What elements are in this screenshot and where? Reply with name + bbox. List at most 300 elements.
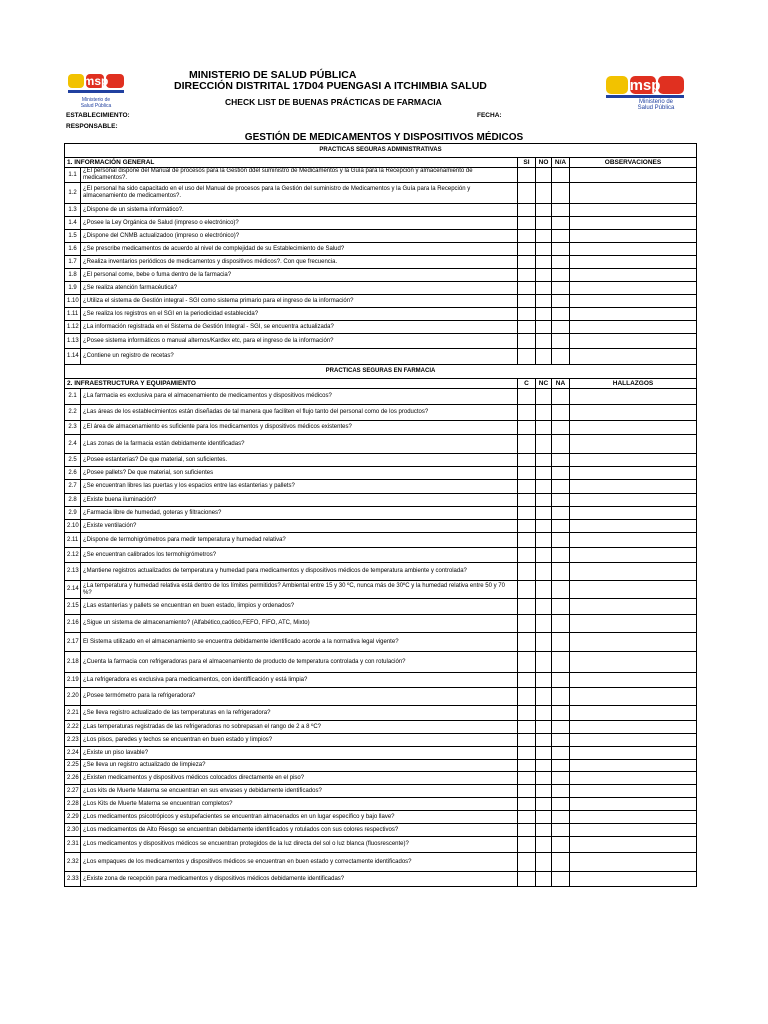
section-heading: PRACTICAS SEGURAS ADMINISTRATIVAS bbox=[65, 144, 697, 158]
answer-cell-a[interactable] bbox=[518, 760, 536, 772]
checklist-row bbox=[65, 435, 697, 454]
item-number: 2.4 bbox=[65, 435, 81, 454]
notes-cell[interactable] bbox=[570, 467, 697, 480]
item-number: 2.33 bbox=[65, 872, 81, 887]
notes-cell[interactable] bbox=[570, 688, 697, 706]
svg-text:msp: msp bbox=[629, 77, 661, 94]
section-heading-row bbox=[65, 365, 697, 379]
answer-cell-c[interactable] bbox=[552, 872, 570, 887]
notes-cell[interactable] bbox=[570, 615, 697, 633]
answer-cell-a[interactable] bbox=[518, 435, 536, 454]
answer-cell-a[interactable] bbox=[518, 405, 536, 421]
checklist-row bbox=[65, 421, 697, 435]
notes-cell[interactable] bbox=[570, 282, 697, 295]
item-question: ¿Existe ventilación? bbox=[81, 520, 518, 533]
answer-cell-a[interactable] bbox=[518, 652, 536, 673]
notes-cell[interactable] bbox=[570, 349, 697, 365]
answer-cell-b[interactable] bbox=[536, 507, 552, 520]
answer-cell-c[interactable] bbox=[552, 772, 570, 785]
item-number: 2.19 bbox=[65, 673, 81, 688]
checklist-row bbox=[65, 747, 697, 760]
answer-cell-a[interactable] bbox=[518, 454, 536, 467]
item-question: ¿Las áreas de los establecimientos están diseñadas de tal manera que faciliten el flujo tanto del personal como de los productos? bbox=[81, 405, 518, 421]
checklist-row bbox=[65, 837, 697, 853]
checklist-table bbox=[64, 143, 697, 887]
answer-cell-c[interactable] bbox=[552, 389, 570, 405]
answer-cell-b[interactable] bbox=[536, 334, 552, 349]
answer-cell-c[interactable] bbox=[552, 494, 570, 507]
item-question: ¿Se encuentran calibrados los termohigrómetros? bbox=[81, 548, 518, 563]
answer-cell-b[interactable] bbox=[536, 282, 552, 295]
fecha-label: FECHA: bbox=[477, 112, 502, 119]
checklist-row bbox=[65, 785, 697, 798]
answer-cell-b[interactable] bbox=[536, 721, 552, 734]
item-question: ¿Se lleva registro actualizado de las temperaturas en la refrigeradora? bbox=[81, 706, 518, 721]
answer-cell-c[interactable] bbox=[552, 760, 570, 772]
answer-cell-a[interactable] bbox=[518, 256, 536, 269]
checklist-row bbox=[65, 168, 697, 183]
answer-cell-b[interactable] bbox=[536, 798, 552, 811]
answer-cell-b[interactable] bbox=[536, 853, 552, 872]
notes-cell[interactable] bbox=[570, 652, 697, 673]
answer-cell-b[interactable] bbox=[536, 652, 552, 673]
answer-cell-b[interactable] bbox=[536, 421, 552, 435]
column-header-col-obs: HALLAZGOS bbox=[570, 379, 697, 389]
answer-cell-c[interactable] bbox=[552, 615, 570, 633]
item-question: ¿La farmacia es exclusiva para el almacenamiento de medicamentos y dispositivos médicos? bbox=[81, 389, 518, 405]
item-number: 2.29 bbox=[65, 811, 81, 824]
answer-cell-b[interactable] bbox=[536, 467, 552, 480]
notes-cell[interactable] bbox=[570, 243, 697, 256]
establecimiento-label: ESTABLECIMIENTO: bbox=[66, 112, 130, 119]
answer-cell-a[interactable] bbox=[518, 243, 536, 256]
column-header-col-a: SI bbox=[518, 158, 536, 168]
answer-cell-c[interactable] bbox=[552, 308, 570, 321]
answer-cell-c[interactable] bbox=[552, 633, 570, 652]
section-heading: PRACTICAS SEGURAS EN FARMACIA bbox=[65, 365, 697, 379]
answer-cell-c[interactable] bbox=[552, 785, 570, 798]
item-question: ¿Mantiene registros actualizados de temperatura y humedad para medicamentos y dispositivos médicos de temperatura ambiente y controlada? bbox=[81, 563, 518, 581]
answer-cell-c[interactable] bbox=[552, 673, 570, 688]
checklist-row bbox=[65, 494, 697, 507]
notes-cell[interactable] bbox=[570, 872, 697, 887]
answer-cell-b[interactable] bbox=[536, 615, 552, 633]
answer-cell-c[interactable] bbox=[552, 168, 570, 183]
answer-cell-b[interactable] bbox=[536, 435, 552, 454]
answer-cell-b[interactable] bbox=[536, 563, 552, 581]
answer-cell-b[interactable] bbox=[536, 533, 552, 548]
answer-cell-a[interactable] bbox=[518, 633, 536, 652]
item-question: ¿Se prescribe medicamentos de acuerdo al nivel de complejidad de su Establecimiento de Salud? bbox=[81, 243, 518, 256]
item-number: 2.15 bbox=[65, 599, 81, 615]
answer-cell-c[interactable] bbox=[552, 688, 570, 706]
answer-cell-b[interactable] bbox=[536, 633, 552, 652]
answer-cell-b[interactable] bbox=[536, 204, 552, 217]
answer-cell-b[interactable] bbox=[536, 405, 552, 421]
answer-cell-a[interactable] bbox=[518, 673, 536, 688]
answer-cell-a[interactable] bbox=[518, 747, 536, 760]
svg-text:Ministerio de: Ministerio de bbox=[638, 99, 674, 105]
answer-cell-c[interactable] bbox=[552, 183, 570, 204]
answer-cell-a[interactable] bbox=[518, 321, 536, 334]
answer-cell-c[interactable] bbox=[552, 581, 570, 599]
answer-cell-c[interactable] bbox=[552, 507, 570, 520]
answer-cell-b[interactable] bbox=[536, 772, 552, 785]
answer-cell-c[interactable] bbox=[552, 563, 570, 581]
answer-cell-c[interactable] bbox=[552, 405, 570, 421]
answer-cell-a[interactable] bbox=[518, 494, 536, 507]
answer-cell-c[interactable] bbox=[552, 548, 570, 563]
answer-cell-c[interactable] bbox=[552, 256, 570, 269]
item-question: ¿Posee estanterías? De que material, son suficientes. bbox=[81, 454, 518, 467]
checklist-row bbox=[65, 533, 697, 548]
notes-cell[interactable] bbox=[570, 435, 697, 454]
answer-cell-a[interactable] bbox=[518, 872, 536, 887]
answer-cell-a[interactable] bbox=[518, 837, 536, 853]
item-number: 2.27 bbox=[65, 785, 81, 798]
notes-cell[interactable] bbox=[570, 230, 697, 243]
answer-cell-c[interactable] bbox=[552, 435, 570, 454]
notes-cell[interactable] bbox=[570, 673, 697, 688]
checklist-row bbox=[65, 772, 697, 785]
item-question: ¿Existe zona de recepción para medicamentos y dispositivos médicos debidamente identificadas? bbox=[81, 872, 518, 887]
checklist-row bbox=[65, 872, 697, 887]
section-label: 2. INFRAESTRUCTURA Y EQUIPAMIENTO bbox=[65, 379, 518, 389]
answer-cell-c[interactable] bbox=[552, 349, 570, 365]
answer-cell-b[interactable] bbox=[536, 811, 552, 824]
answer-cell-c[interactable] bbox=[552, 721, 570, 734]
answer-cell-c[interactable] bbox=[552, 853, 570, 872]
notes-cell[interactable] bbox=[570, 599, 697, 615]
notes-cell[interactable] bbox=[570, 520, 697, 533]
checklist-row bbox=[65, 652, 697, 673]
answer-cell-a[interactable] bbox=[518, 599, 536, 615]
answer-cell-c[interactable] bbox=[552, 652, 570, 673]
answer-cell-a[interactable] bbox=[518, 520, 536, 533]
notes-cell[interactable] bbox=[570, 454, 697, 467]
responsable-label: RESPONSABLE: bbox=[66, 123, 118, 130]
item-number: 2.26 bbox=[65, 772, 81, 785]
answer-cell-c[interactable] bbox=[552, 734, 570, 747]
answer-cell-a[interactable] bbox=[518, 421, 536, 435]
answer-cell-a[interactable] bbox=[518, 467, 536, 480]
item-question: ¿Los kits de Muerte Materna se encuentran en sus envases y debidamente identificados? bbox=[81, 785, 518, 798]
answer-cell-a[interactable] bbox=[518, 798, 536, 811]
item-number: 2.2 bbox=[65, 405, 81, 421]
answer-cell-c[interactable] bbox=[552, 421, 570, 435]
notes-cell[interactable] bbox=[570, 183, 697, 204]
item-question: ¿El personal dispone del Manual de procesos para la Gestión ddel suministro de Medicamentos y la Guía para la Recepción y almacenamiento de medicamentos?. bbox=[81, 168, 518, 183]
answer-cell-b[interactable] bbox=[536, 785, 552, 798]
item-question: ¿Posee la Ley Orgánica de Salud (impreso o electrónico)? bbox=[81, 217, 518, 230]
item-question: ¿Farmacia libre de humedad, goteras y filtraciones? bbox=[81, 507, 518, 520]
checklist-row bbox=[65, 633, 697, 652]
item-number: 2.28 bbox=[65, 798, 81, 811]
answer-cell-a[interactable] bbox=[518, 581, 536, 599]
item-question: ¿Posee pallets? De que material, son suficientes bbox=[81, 467, 518, 480]
answer-cell-b[interactable] bbox=[536, 243, 552, 256]
answer-cell-b[interactable] bbox=[536, 321, 552, 334]
answer-cell-c[interactable] bbox=[552, 230, 570, 243]
column-header-col-c: N/A bbox=[552, 158, 570, 168]
answer-cell-c[interactable] bbox=[552, 217, 570, 230]
answer-cell-b[interactable] bbox=[536, 230, 552, 243]
answer-cell-c[interactable] bbox=[552, 321, 570, 334]
answer-cell-c[interactable] bbox=[552, 295, 570, 308]
answer-cell-c[interactable] bbox=[552, 204, 570, 217]
notes-cell[interactable] bbox=[570, 533, 697, 548]
notes-cell[interactable] bbox=[570, 269, 697, 282]
item-number: 2.30 bbox=[65, 824, 81, 837]
item-number: 1.13 bbox=[65, 334, 81, 349]
answer-cell-c[interactable] bbox=[552, 837, 570, 853]
answer-cell-b[interactable] bbox=[536, 349, 552, 365]
answer-cell-c[interactable] bbox=[552, 243, 570, 256]
answer-cell-b[interactable] bbox=[536, 872, 552, 887]
answer-cell-b[interactable] bbox=[536, 183, 552, 204]
item-number: 2.11 bbox=[65, 533, 81, 548]
answer-cell-b[interactable] bbox=[536, 454, 552, 467]
notes-cell[interactable] bbox=[570, 837, 697, 853]
notes-cell[interactable] bbox=[570, 785, 697, 798]
notes-cell[interactable] bbox=[570, 633, 697, 652]
item-number: 1.5 bbox=[65, 230, 81, 243]
answer-cell-c[interactable] bbox=[552, 811, 570, 824]
answer-cell-a[interactable] bbox=[518, 334, 536, 349]
item-question: ¿Los empaques de los medicamentos y dispositivos médicos se encuentran en buen estado y correctamente identificados? bbox=[81, 853, 518, 872]
item-question: ¿La temperatura y humedad relativa está dentro de los límites permitidos? Ambiental entre 15 y 30 ºC, nunca más de 30ºC y la humedad relativa entre 50 y 70 %? bbox=[81, 581, 518, 599]
answer-cell-a[interactable] bbox=[518, 563, 536, 581]
svg-text:Salud Pública: Salud Pública bbox=[637, 105, 675, 110]
answer-cell-a[interactable] bbox=[518, 548, 536, 563]
answer-cell-b[interactable] bbox=[536, 269, 552, 282]
item-number: 1.11 bbox=[65, 308, 81, 321]
answer-cell-b[interactable] bbox=[536, 688, 552, 706]
answer-cell-b[interactable] bbox=[536, 837, 552, 853]
notes-cell[interactable] bbox=[570, 760, 697, 772]
checklist-row bbox=[65, 673, 697, 688]
answer-cell-a[interactable] bbox=[518, 824, 536, 837]
notes-cell[interactable] bbox=[570, 563, 697, 581]
checklist-row bbox=[65, 824, 697, 837]
notes-cell[interactable] bbox=[570, 581, 697, 599]
answer-cell-c[interactable] bbox=[552, 269, 570, 282]
item-number: 1.9 bbox=[65, 282, 81, 295]
notes-cell[interactable] bbox=[570, 507, 697, 520]
answer-cell-a[interactable] bbox=[518, 230, 536, 243]
notes-cell[interactable] bbox=[570, 798, 697, 811]
item-number: 2.25 bbox=[65, 760, 81, 772]
checklist-row bbox=[65, 243, 697, 256]
answer-cell-b[interactable] bbox=[536, 308, 552, 321]
answer-cell-b[interactable] bbox=[536, 389, 552, 405]
notes-cell[interactable] bbox=[570, 204, 697, 217]
notes-cell[interactable] bbox=[570, 721, 697, 734]
answer-cell-c[interactable] bbox=[552, 467, 570, 480]
notes-cell[interactable] bbox=[570, 772, 697, 785]
item-question: ¿Existe un piso lavable? bbox=[81, 747, 518, 760]
item-number: 2.13 bbox=[65, 563, 81, 581]
item-question: El Sistema utilizado en el almacenamiento se encuentra debidamente identificado acorde a la normativa legal vigente? bbox=[81, 633, 518, 652]
answer-cell-b[interactable] bbox=[536, 760, 552, 772]
answer-cell-a[interactable] bbox=[518, 688, 536, 706]
answer-cell-b[interactable] bbox=[536, 494, 552, 507]
msp-logo-left bbox=[66, 70, 126, 110]
notes-cell[interactable] bbox=[570, 421, 697, 435]
item-number: 2.1 bbox=[65, 389, 81, 405]
answer-cell-b[interactable] bbox=[536, 824, 552, 837]
item-number: 2.22 bbox=[65, 721, 81, 734]
notes-cell[interactable] bbox=[570, 389, 697, 405]
answer-cell-b[interactable] bbox=[536, 581, 552, 599]
checklist-row bbox=[65, 581, 697, 599]
answer-cell-b[interactable] bbox=[536, 217, 552, 230]
answer-cell-b[interactable] bbox=[536, 520, 552, 533]
answer-cell-a[interactable] bbox=[518, 721, 536, 734]
checklist-row bbox=[65, 349, 697, 365]
answer-cell-c[interactable] bbox=[552, 599, 570, 615]
answer-cell-a[interactable] bbox=[518, 204, 536, 217]
answer-cell-b[interactable] bbox=[536, 706, 552, 721]
notes-cell[interactable] bbox=[570, 747, 697, 760]
item-question: ¿El área de almacenamiento es suficiente para los medicamentos y dispositivos médicos existentes? bbox=[81, 421, 518, 435]
notes-cell[interactable] bbox=[570, 308, 697, 321]
item-number: 1.12 bbox=[65, 321, 81, 334]
answer-cell-a[interactable] bbox=[518, 734, 536, 747]
item-question: ¿Las zonas de la farmacia están debidamente identificadas? bbox=[81, 435, 518, 454]
answer-cell-b[interactable] bbox=[536, 673, 552, 688]
item-number: 2.23 bbox=[65, 734, 81, 747]
checklist-row bbox=[65, 295, 697, 308]
checklist-row bbox=[65, 520, 697, 533]
notes-cell[interactable] bbox=[570, 334, 697, 349]
svg-text:Salud Pública: Salud Pública bbox=[80, 103, 112, 109]
item-number: 2.10 bbox=[65, 520, 81, 533]
answer-cell-c[interactable] bbox=[552, 480, 570, 494]
answer-cell-b[interactable] bbox=[536, 168, 552, 183]
notes-cell[interactable] bbox=[570, 734, 697, 747]
answer-cell-b[interactable] bbox=[536, 734, 552, 747]
checklist-row bbox=[65, 760, 697, 772]
answer-cell-c[interactable] bbox=[552, 334, 570, 349]
notes-cell[interactable] bbox=[570, 706, 697, 721]
checklist-row bbox=[65, 798, 697, 811]
answer-cell-b[interactable] bbox=[536, 295, 552, 308]
answer-cell-a[interactable] bbox=[518, 853, 536, 872]
answer-cell-a[interactable] bbox=[518, 295, 536, 308]
answer-cell-a[interactable] bbox=[518, 533, 536, 548]
item-question: ¿La información registrada en el Sistema de Gestión Integral - SGI, se encuentra actualizada? bbox=[81, 321, 518, 334]
item-question: ¿Sigue un sistema de almacenamiento? (Alfabético,caótico,FEFO, FIFO, ATC, Mixto) bbox=[81, 615, 518, 633]
notes-cell[interactable] bbox=[570, 295, 697, 308]
answer-cell-a[interactable] bbox=[518, 811, 536, 824]
answer-cell-c[interactable] bbox=[552, 520, 570, 533]
answer-cell-a[interactable] bbox=[518, 615, 536, 633]
item-number: 2.31 bbox=[65, 837, 81, 853]
answer-cell-c[interactable] bbox=[552, 533, 570, 548]
item-number: 1.10 bbox=[65, 295, 81, 308]
answer-cell-c[interactable] bbox=[552, 824, 570, 837]
item-number: 1.1 bbox=[65, 168, 81, 183]
notes-cell[interactable] bbox=[570, 321, 697, 334]
notes-cell[interactable] bbox=[570, 256, 697, 269]
answer-cell-a[interactable] bbox=[518, 785, 536, 798]
answer-cell-a[interactable] bbox=[518, 308, 536, 321]
item-question: ¿El personal come, bebe o fuma dentro de la farmacia? bbox=[81, 269, 518, 282]
answer-cell-b[interactable] bbox=[536, 480, 552, 494]
notes-cell[interactable] bbox=[570, 548, 697, 563]
notes-cell[interactable] bbox=[570, 824, 697, 837]
svg-text:msp: msp bbox=[83, 74, 109, 88]
answer-cell-a[interactable] bbox=[518, 168, 536, 183]
item-number: 2.12 bbox=[65, 548, 81, 563]
checklist-title: CHECK LIST DE BUENAS PRÁCTICAS DE FARMACIA bbox=[225, 97, 442, 107]
item-number: 2.7 bbox=[65, 480, 81, 494]
checklist-row bbox=[65, 321, 697, 334]
item-number: 2.6 bbox=[65, 467, 81, 480]
answer-cell-c[interactable] bbox=[552, 454, 570, 467]
column-header-col-obs: OBSERVACIONES bbox=[570, 158, 697, 168]
notes-cell[interactable] bbox=[570, 405, 697, 421]
answer-cell-c[interactable] bbox=[552, 282, 570, 295]
checklist-row bbox=[65, 405, 697, 421]
notes-cell[interactable] bbox=[570, 217, 697, 230]
answer-cell-a[interactable] bbox=[518, 507, 536, 520]
item-question: ¿Se lleva un registro actualizado de limpieza? bbox=[81, 760, 518, 772]
answer-cell-a[interactable] bbox=[518, 217, 536, 230]
answer-cell-b[interactable] bbox=[536, 599, 552, 615]
answer-cell-a[interactable] bbox=[518, 269, 536, 282]
item-number: 2.32 bbox=[65, 853, 81, 872]
notes-cell[interactable] bbox=[570, 853, 697, 872]
notes-cell[interactable] bbox=[570, 811, 697, 824]
answer-cell-a[interactable] bbox=[518, 706, 536, 721]
answer-cell-a[interactable] bbox=[518, 183, 536, 204]
column-header-col-c: NA bbox=[552, 379, 570, 389]
notes-cell[interactable] bbox=[570, 480, 697, 494]
item-question: ¿Se encuentran libres las puertas y los espacios entre las estanterias y pallets? bbox=[81, 480, 518, 494]
item-question: ¿Dispone de termohigrómetros para medir temperatura y humedad relativa? bbox=[81, 533, 518, 548]
answer-cell-c[interactable] bbox=[552, 798, 570, 811]
checklist-row bbox=[65, 183, 697, 204]
answer-cell-c[interactable] bbox=[552, 747, 570, 760]
answer-cell-b[interactable] bbox=[536, 747, 552, 760]
answer-cell-b[interactable] bbox=[536, 256, 552, 269]
notes-cell[interactable] bbox=[570, 494, 697, 507]
item-number: 1.3 bbox=[65, 204, 81, 217]
svg-text:Ministerio de: Ministerio de bbox=[81, 97, 111, 103]
item-question: ¿Posee termómetro para la refrigeradora? bbox=[81, 688, 518, 706]
item-question: ¿Los pisos, paredes y techos se encuentran en buen estado y limpios? bbox=[81, 734, 518, 747]
answer-cell-a[interactable] bbox=[518, 480, 536, 494]
answer-cell-a[interactable] bbox=[518, 282, 536, 295]
checklist-row bbox=[65, 217, 697, 230]
checklist-row bbox=[65, 734, 697, 747]
item-question: ¿Los Kits de Muerte Materna se encuentran completos? bbox=[81, 798, 518, 811]
item-question: ¿Se realiza los registros en el SGI en la periodicidad establecida? bbox=[81, 308, 518, 321]
item-question: ¿Utiliza el sistema de Gestión integral - SGI como sistema primario para el ingreso de la información? bbox=[81, 295, 518, 308]
notes-cell[interactable] bbox=[570, 168, 697, 183]
checklist-row bbox=[65, 282, 697, 295]
answer-cell-a[interactable] bbox=[518, 349, 536, 365]
checklist-row bbox=[65, 599, 697, 615]
answer-cell-a[interactable] bbox=[518, 389, 536, 405]
answer-cell-b[interactable] bbox=[536, 548, 552, 563]
item-number: 1.4 bbox=[65, 217, 81, 230]
answer-cell-a[interactable] bbox=[518, 772, 536, 785]
item-number: 2.3 bbox=[65, 421, 81, 435]
answer-cell-c[interactable] bbox=[552, 706, 570, 721]
